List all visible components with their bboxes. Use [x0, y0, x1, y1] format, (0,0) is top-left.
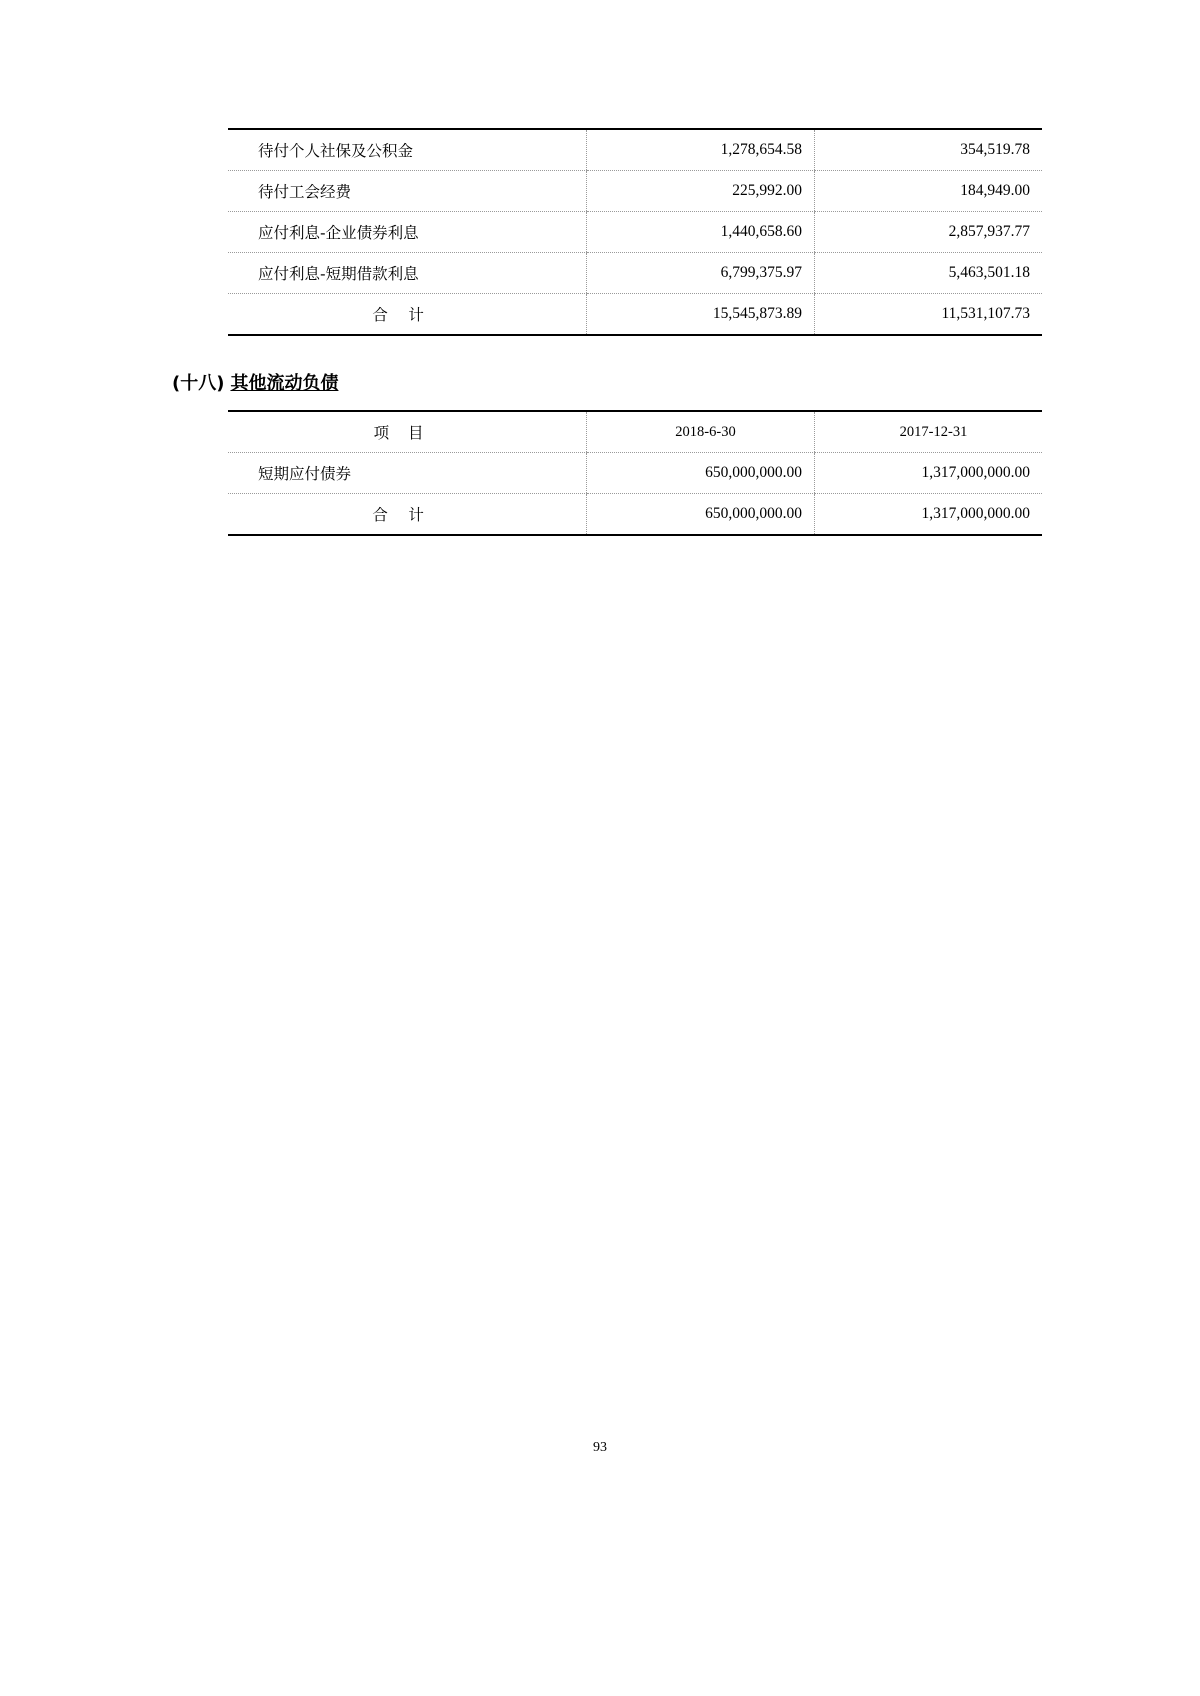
- total-value-prior: 11,531,107.73: [815, 294, 1043, 336]
- table-other-current-liabilities: [228, 410, 1042, 536]
- total-value-current: 15,545,873.89: [587, 294, 815, 336]
- row-value-prior: 5,463,501.18: [815, 253, 1043, 294]
- table-total-row: [228, 494, 1042, 536]
- row-item-label: 待付工会经费: [228, 171, 587, 212]
- table-row: [228, 212, 1042, 253]
- financial-table: [228, 410, 1042, 536]
- row-item-label: 短期应付债券: [228, 453, 587, 494]
- row-value-prior: 184,949.00: [815, 171, 1043, 212]
- total-label: 合 计: [228, 494, 587, 536]
- table-row: [228, 453, 1042, 494]
- row-value-current: 650,000,000.00: [587, 453, 815, 494]
- column-header-item: 项 目: [228, 411, 587, 453]
- financial-table: [228, 128, 1042, 336]
- row-value-current: 1,278,654.58: [587, 129, 815, 171]
- page-number: 93: [593, 1440, 607, 1455]
- row-item-label: 应付利息-企业债券利息: [228, 212, 587, 253]
- row-value-current: 6,799,375.97: [587, 253, 815, 294]
- total-value-current: 650,000,000.00: [587, 494, 815, 536]
- table-row: [228, 129, 1042, 171]
- table-total-row: [228, 294, 1042, 336]
- column-header-date-prior: 2017-12-31: [815, 411, 1043, 453]
- table-row: [228, 253, 1042, 294]
- row-value-prior: 1,317,000,000.00: [815, 453, 1043, 494]
- total-value-prior: 1,317,000,000.00: [815, 494, 1043, 536]
- column-header-date-current: 2018-6-30: [587, 411, 815, 453]
- table-header-row: [228, 411, 1042, 453]
- table-payables-continued: [228, 128, 1042, 336]
- section-title: 其他流动负债: [230, 373, 339, 393]
- total-label: 合 计: [228, 294, 587, 336]
- row-value-prior: 354,519.78: [815, 129, 1043, 171]
- row-value-current: 1,440,658.60: [587, 212, 815, 253]
- row-item-label: 应付利息-短期借款利息: [228, 253, 587, 294]
- row-item-label: 待付个人社保及公积金: [228, 129, 587, 171]
- row-value-prior: 2,857,937.77: [815, 212, 1043, 253]
- section-heading-18: [172, 369, 338, 395]
- row-value-current: 225,992.00: [587, 171, 815, 212]
- table-row: [228, 171, 1042, 212]
- section-number: (十八): [172, 373, 225, 394]
